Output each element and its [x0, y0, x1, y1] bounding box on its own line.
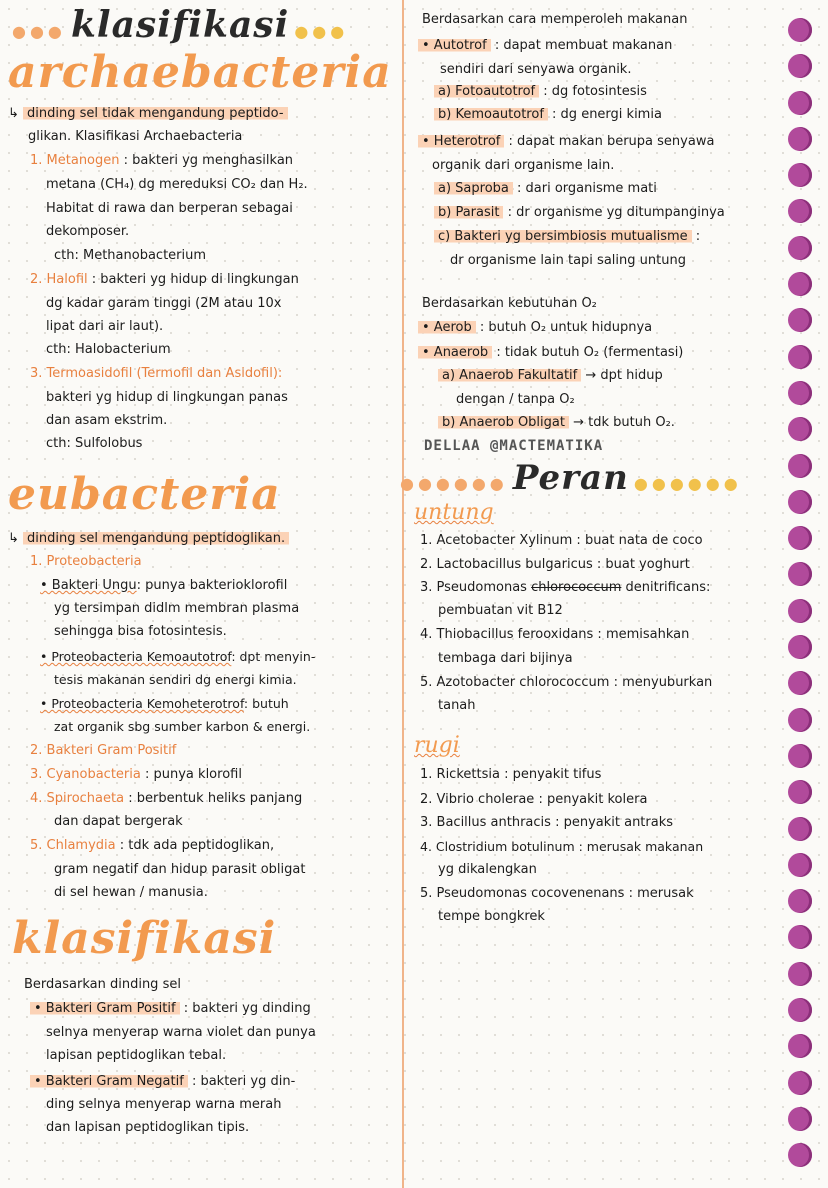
binder-ring: [788, 817, 812, 841]
eubacteria-intro: ↳ dinding sel mengandung peptidoglikan.: [8, 527, 289, 550]
binder-ring: [788, 417, 812, 441]
gram-line: lapisan peptidoglikan tebal.: [46, 1048, 227, 1063]
o2-heading: Berdasarkan kebutuhan O₂: [422, 296, 597, 311]
credit-watermark: DELLAA @MACTEMATIKA: [424, 438, 604, 454]
klasifikasi-title: klasifikasi: [12, 913, 277, 964]
obligat-item: b) Anaerob Obligat → tdk butuh O₂.: [438, 411, 675, 434]
arch-line: cth: Halobacterium: [46, 342, 171, 357]
binder-ring: [788, 780, 812, 804]
arch-line: metana (CH₄) dg mereduksi CO₂ dan H₂.: [46, 177, 308, 192]
binder-ring: [788, 345, 812, 369]
rugi-item: 1. Rickettsia : penyakit tifus: [420, 767, 602, 782]
arch-line: dg kadar garam tinggi (2M atau 10x: [46, 296, 282, 311]
binder-ring: [788, 562, 812, 586]
klasifikasi-intro: Berdasarkan dinding sel: [24, 977, 181, 992]
column-divider: [402, 0, 404, 1188]
eu-item-gram-positif: 2. Bakteri Gram Positif: [30, 743, 177, 758]
eu-line: di sel hewan / manusia.: [54, 885, 208, 900]
archaebacteria-title: archaebacteria: [8, 47, 392, 98]
gram-line: dan lapisan peptidoglikan tipis.: [46, 1120, 250, 1135]
untung-line: pembuatan vit B12: [438, 603, 563, 618]
anaerob-item: • Anaerob : tidak butuh O₂ (fermentasi): [418, 341, 683, 364]
eu-item-bakteri-ungu: • Bakteri Ungu: punya bakterioklorofil: [40, 578, 288, 593]
eu-item-cyanobacteria: 3. Cyanobacteria : punya klorofil: [30, 767, 242, 782]
eu-line: tesis makanan sendiri dg energi kimia.: [54, 672, 297, 687]
gram-positif-item: • Bakteri Gram Positif : bakteri yg dinding: [30, 997, 311, 1020]
binder-ring: [788, 54, 812, 78]
binder-ring: [788, 599, 812, 623]
untung-line: tembaga dari bijinya: [438, 651, 573, 666]
binder-ring: [788, 18, 812, 42]
eu-line: zat organik sbg sumber karbon & energi.: [54, 719, 311, 734]
autotrof-item: • Autotrof : dapat membuat makanan: [418, 34, 672, 57]
untung-line: tanah: [438, 698, 476, 713]
binder-ring: [788, 1071, 812, 1095]
binder-ring: [788, 962, 812, 986]
eu-line: yg tersimpan didlm membran plasma: [54, 601, 300, 616]
untung-item: 3. Pseudomonas chlorococcum denitrificans:: [420, 580, 711, 595]
eu-line: dan dapat bergerak: [54, 814, 183, 829]
page-title: klasifikasi: [70, 4, 290, 46]
arch-item-halofil: 2. Halofil : bakteri yg hidup di lingkungan: [30, 272, 299, 287]
eu-item-proteobacteria: 1. Proteobacteria: [30, 554, 142, 569]
autotrof-line: sendiri dari senyawa organik.: [440, 62, 632, 77]
binder-ring: [788, 127, 812, 151]
binder-ring: [788, 853, 812, 877]
intro-line: ↳ dinding sel tidak mengandung peptido-: [8, 102, 288, 125]
decorative-dots: ●●●: [294, 22, 349, 41]
binder-ring: [788, 526, 812, 550]
arch-item-metanogen: 1. Metanogen : bakteri yg menghasilkan: [30, 153, 294, 168]
food-heading: Berdasarkan cara memperoleh makanan: [422, 12, 688, 27]
gram-line: selnya menyerap warna violet dan punya: [46, 1025, 316, 1040]
binder-ring: [788, 744, 812, 768]
arch-line: cth: Methanobacterium: [54, 248, 207, 263]
binder-ring: [788, 998, 812, 1022]
fakultatif-line: dengan / tanpa O₂: [456, 392, 575, 407]
untung-item: 1. Acetobacter Xylinum : buat nata de coco: [420, 533, 703, 548]
decorative-dots: ●●●●●●: [633, 474, 742, 493]
gram-negatif-item: • Bakteri Gram Negatif : bakteri yg din-: [30, 1070, 295, 1093]
untung-title: untung: [414, 500, 494, 525]
arch-line: bakteri yg hidup di lingkungan panas: [46, 390, 288, 405]
saproba-item: a) Saproba : dari organisme mati: [434, 177, 657, 200]
eubacteria-title: eubacteria: [8, 469, 281, 520]
arch-line: cth: Sulfolobus: [46, 436, 143, 451]
untung-item: 2. Lactobacillus bulgaricus : buat yoghurt: [420, 557, 690, 572]
arch-item-termoasidofil: 3. Termoasidofil (Termofil dan Asidofil):: [30, 366, 283, 381]
binder-ring: [788, 490, 812, 514]
arch-line: lipat dari air laut).: [46, 319, 164, 334]
parasit-item: b) Parasit : dr organisme yg ditumpanginya: [434, 201, 725, 224]
decorative-dots: ●●●: [12, 22, 66, 41]
binder-ring: [788, 1107, 812, 1131]
heterotrof-line: organik dari organisme lain.: [432, 158, 615, 173]
binder-ring: [788, 925, 812, 949]
untung-item: 4. Thiobacillus ferooxidans : memisahkan: [420, 627, 690, 642]
decorative-dots: ●●●●●●: [400, 474, 508, 493]
binder-ring: [788, 91, 812, 115]
binder-ring: [788, 199, 812, 223]
binder-ring: [788, 708, 812, 732]
rugi-item: 2. Vibrio cholerae : penyakit kolera: [420, 792, 648, 807]
arch-line: dekomposer.: [46, 224, 130, 239]
rugi-item: 5. Pseudomonas cocovenenans : merusak: [420, 886, 694, 901]
peran-title: Peran: [512, 458, 629, 498]
peran-header: [400, 458, 770, 498]
binder-ring: [788, 1143, 812, 1167]
intro-line: glikan. Klasifikasi Archaebacteria: [28, 129, 243, 144]
eu-item-kemoheterotrof: • Proteobacteria Kemoheterotrof: butuh: [40, 696, 289, 711]
fakultatif-item: a) Anaerob Fakultatif → dpt hidup: [438, 364, 663, 387]
gram-line: ding selnya menyerap warna merah: [46, 1097, 282, 1112]
rugi-title: rugi: [414, 733, 460, 758]
binder-ring: [788, 671, 812, 695]
arch-line: dan asam ekstrim.: [46, 413, 168, 428]
binder-ring: [788, 454, 812, 478]
untung-item: 5. Azotobacter chlorococcum : menyuburkan: [420, 675, 713, 690]
kemoautotrof-item: b) Kemoautotrof : dg energi kimia: [434, 103, 662, 126]
binder-ring: [788, 236, 812, 260]
binder-ring: [788, 1034, 812, 1058]
eu-line: gram negatif dan hidup parasit obligat: [54, 862, 306, 877]
header: [12, 4, 392, 46]
simbiosis-line: dr organisme lain tapi saling untung: [450, 253, 686, 268]
rugi-item: 3. Bacillus anthracis : penyakit antraks: [420, 815, 674, 830]
eu-item-spirochaeta: 4. Spirochaeta : berbentuk heliks panjang: [30, 791, 303, 806]
rugi-line: tempe bongkrek: [438, 909, 545, 924]
binder-ring: [788, 381, 812, 405]
rugi-item: 4. Clostridium botulinum : merusak makanan: [420, 839, 704, 854]
rugi-line: yg dikalengkan: [438, 862, 537, 877]
eu-line: sehingga bisa fotosintesis.: [54, 624, 227, 639]
binder-ring: [788, 889, 812, 913]
binder-ring: [788, 272, 812, 296]
fotoautotrof-item: a) Fotoautotrof : dg fotosintesis: [434, 80, 647, 103]
aerob-item: • Aerob : butuh O₂ untuk hidupnya: [418, 316, 652, 339]
arch-line: Habitat di rawa dan berperan sebagai: [46, 201, 293, 216]
eu-item-kemoautotrof: • Proteobacteria Kemoautotrof: dpt menyin-: [40, 649, 316, 664]
binder-ring: [788, 163, 812, 187]
binder-ring: [788, 308, 812, 332]
binder-ring: [788, 635, 812, 659]
heterotrof-item: • Heterotrof : dapat makan berupa senyawa: [418, 130, 714, 153]
binder-rings: [788, 18, 814, 1180]
eu-item-chlamydia: 5. Chlamydia : tdk ada peptidoglikan,: [30, 838, 275, 853]
simbiosis-item: c) Bakteri yg bersimbiosis mutualisme :: [434, 225, 700, 248]
